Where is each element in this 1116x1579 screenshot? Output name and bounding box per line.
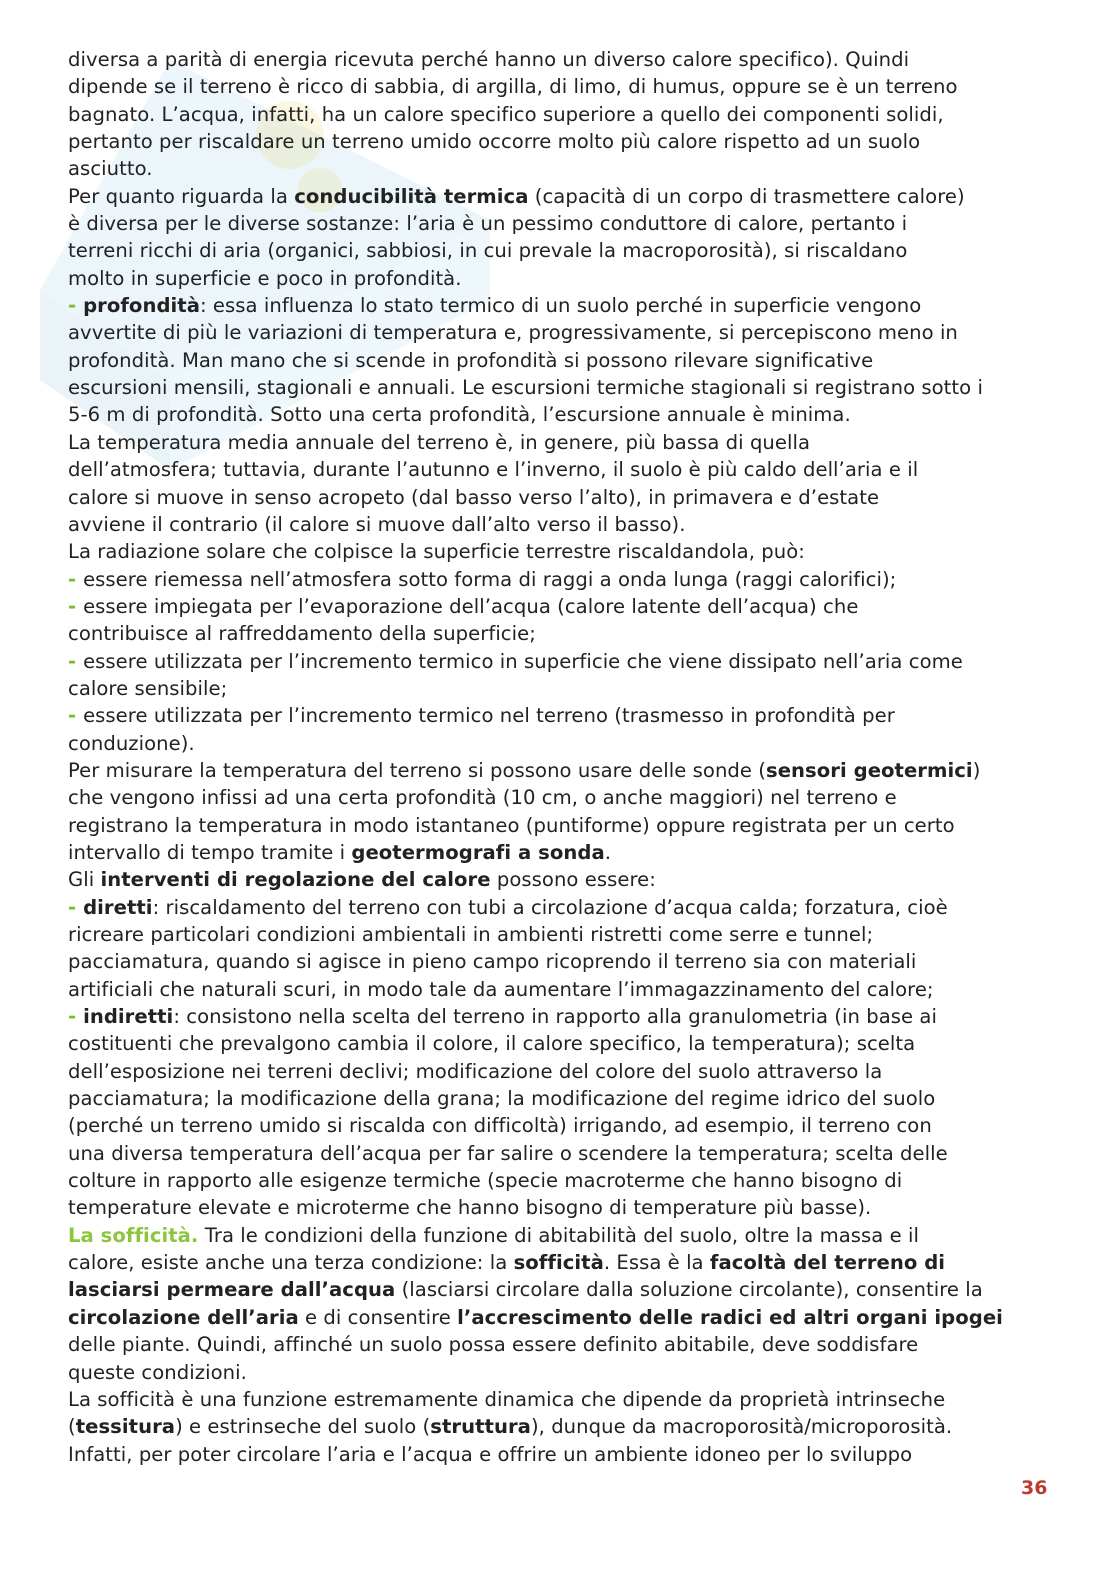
bold-term: interventi di regolazione del calore [100,868,491,892]
text-run: Infatti, per poter circolare l’aria e l’acqua e offrire un ambiente idoneo per lo sviluppo [68,1442,913,1466]
list-dash: - [68,567,84,591]
text-run: pacciamatura; la modificazione della grana; la modificazione del regime idrico del suolo [68,1087,936,1111]
text-run: possono essere: [490,868,656,892]
text-line [68,702,1048,729]
text-run: costituenti che prevalgono cambia il colore, il calore specifico, la temperatura); scelta [68,1032,916,1056]
text-line [68,1030,1048,1057]
bold-term: indiretti [83,1005,174,1029]
text-run: profondità. Man mano che si scende in profondità si possono rilevare significative [68,348,874,372]
text-line [68,866,1048,893]
text-line [68,101,1048,128]
text-run: (perché un terreno umido si riscalda con difficoltà) irrigando, ad esempio, il terreno con [68,1114,932,1138]
text-line [68,46,1048,73]
bold-term: lasciarsi permeare dall’acqua [68,1278,396,1302]
text-run: essere impiegata per l’evaporazione dell’acqua (calore latente dell’acqua) che [83,594,859,618]
page-number: 36 [1021,1477,1048,1499]
text-line [68,1222,1048,1249]
text-run: temperature elevate e microterme che hanno bisogno di temperature più basse). [68,1196,872,1220]
text-run: (lasciarsi circolare dalla soluzione circolante), consentire la [395,1278,983,1302]
text-run: una diversa temperatura dell’acqua per far salire o scendere la temperatura; scelta delle [68,1141,948,1165]
text-line [68,1058,1048,1085]
text-line [68,265,1048,292]
text-line [68,73,1048,100]
text-run: queste condizioni. [68,1360,247,1384]
text-run: artificiali che naturali scuri, in modo tale da aumentare l’immagazzinamento del calore; [68,977,934,1001]
text-line [68,511,1048,538]
text-line [68,1413,1048,1440]
text-run: essere utilizzata per l’incremento termico nel terreno (trasmesso in profondità per [83,704,895,728]
bold-term: circolazione dell’aria [68,1305,299,1329]
text-run: bagnato. L’acqua, infatti, ha un calore specifico superiore a quello dei componenti solidi, [68,102,944,126]
text-run: colture in rapporto alle esigenze termiche (specie macroterme che hanno bisogno di [68,1169,903,1193]
list-dash: - [68,1005,84,1029]
text-run: Per quanto riguarda la [68,184,295,208]
text-run: : consistono nella scelta del terreno in rapporto alla granulometria (in base ai [173,1005,937,1029]
list-dash: - [68,895,84,919]
bold-term: l’accrescimento delle radici ed altri organi ipogei [457,1305,1003,1329]
text-line [68,921,1048,948]
text-line [68,1085,1048,1112]
text-run: . Essa è la [603,1251,710,1275]
text-run: è diversa per le diverse sostanze: l’aria è un pessimo conduttore di calore, pertanto i [68,212,908,236]
text-line [68,401,1048,428]
text-run: ricreare particolari condizioni ambientali in ambienti ristretti come serre e tunnel; [68,923,874,946]
bold-term: sofficità [513,1251,604,1275]
text-line [68,648,1048,675]
text-line [68,538,1048,565]
text-run: pacciamatura, quando si agisce in pieno campo ricoprendo il terreno sia con materiali [68,950,917,974]
bold-term: diretti [83,895,153,919]
text-line [68,1304,1048,1331]
text-line [68,1194,1048,1221]
text-line [68,319,1048,346]
text-run: dell’esposizione nei terreni declivi; modificazione del colore del suolo attraverso la [68,1059,883,1083]
text-run: avviene il contrario (il calore si muove dall’alto verso il basso). [68,512,686,536]
bold-term: struttura [430,1415,531,1439]
text-line [68,1331,1048,1358]
text-line [68,894,1048,921]
text-run: Gli [68,868,101,892]
text-run: diversa a parità di energia ricevuta perché hanno un diverso calore specifico). Quindi [68,48,910,71]
bold-term: sensori geotermici [766,758,973,782]
bold-term: conducibilità termica [294,184,529,208]
text-line [68,593,1048,620]
text-line [68,429,1048,456]
text-run: Per misurare la temperatura del terreno si possono usare delle sonde ( [68,758,766,782]
list-dash: - [68,594,84,618]
text-line [68,183,1048,210]
body-text [68,46,1048,1468]
text-line [68,1276,1048,1303]
text-line [68,620,1048,647]
text-line [68,155,1048,182]
text-line [68,1386,1048,1413]
text-run: ( [68,1415,76,1439]
text-run: intervallo di tempo tramite i [68,840,352,864]
text-run: e di consentire [298,1305,458,1329]
text-run: : essa influenza lo stato termico di un suolo perché in superficie vengono [199,294,922,318]
list-dash: - [68,294,84,318]
text-run: essere riemessa nell’atmosfera sotto forma di raggi a onda lunga (raggi calorifici); [83,567,897,591]
text-run: conduzione). [68,731,195,755]
text-line [68,1359,1048,1386]
text-run: terreni ricchi di aria (organici, sabbiosi, in cui prevale la macroporosità), si riscaldano [68,239,908,263]
text-line [68,1112,1048,1139]
text-run: La radiazione solare che colpisce la superficie terrestre riscaldandola, può: [68,540,805,564]
list-dash: - [68,649,84,673]
text-line [68,347,1048,374]
text-line [68,484,1048,511]
text-run: che vengono infissi ad una certa profondità (10 cm, o anche maggiori) nel terreno e [68,786,897,810]
text-run: dell’atmosfera; tuttavia, durante l’autunno e l’inverno, il suolo è più caldo dell’aria e il [68,458,919,482]
text-run: La sofficità è una funzione estremamente dinamica che dipende da proprietà intrinseche [68,1387,946,1411]
text-run: delle piante. Quindi, affinché un suolo possa essere definito abitabile, deve soddisfare [68,1333,919,1357]
text-run: avvertite di più le variazioni di temperatura e, progressivamente, si percepiscono meno in [68,321,958,345]
text-run: asciutto. [68,157,153,181]
text-line [68,812,1048,839]
text-run: La temperatura media annuale del terreno è, in genere, più bassa di quella [68,430,811,454]
text-run: contribuisce al raffreddamento della superficie; [68,622,536,646]
text-line [68,1249,1048,1276]
text-line [68,210,1048,237]
text-line [68,1003,1048,1030]
text-line [68,1441,1048,1468]
text-run: : riscaldamento del terreno con tubi a circolazione d’acqua calda; forzatura, cioè [152,895,948,919]
text-line [68,292,1048,319]
text-run: escursioni mensili, stagionali e annuali. Le escursioni termiche stagionali si registrano sotto i [68,376,983,400]
text-run: dipende se il terreno è ricco di sabbia, di argilla, di limo, di humus, oppure se è un terreno [68,75,958,99]
text-run: (capacità di un corpo di trasmettere calore) [528,184,965,208]
text-run: ), dunque da macroporosità/microporosità. [530,1415,953,1439]
text-run: calore, esiste anche una terza condizione: la [68,1251,514,1275]
text-line [68,128,1048,155]
text-line [68,566,1048,593]
text-run: ) e estrinseche del suolo ( [175,1415,431,1439]
list-dash: - [68,704,84,728]
text-line [68,1167,1048,1194]
section-heading: La sofficità. [68,1223,199,1247]
text-line [68,374,1048,401]
text-line [68,675,1048,702]
text-line [68,784,1048,811]
bold-term: facoltà del terreno di [709,1251,946,1275]
text-line [68,976,1048,1003]
text-run: calore sensibile; [68,676,228,700]
bold-term: geotermografi a sonda [351,840,605,864]
text-line [68,237,1048,264]
text-line [68,1140,1048,1167]
text-run: pertanto per riscaldare un terreno umido occorre molto più calore rispetto ad un suolo [68,130,921,154]
text-line [68,839,1048,866]
text-run: ) [972,758,981,782]
text-run: molto in superficie e poco in profondità. [68,266,462,290]
text-line [68,948,1048,975]
text-run: registrano la temperatura in modo istantaneo (puntiforme) oppure registrata per un certo [68,813,955,837]
bold-term: tessitura [75,1415,176,1439]
text-run: Tra le condizioni della funzione di abitabilità del suolo, oltre la massa e il [198,1223,920,1247]
text-line [68,757,1048,784]
text-line [68,456,1048,483]
text-run: 5-6 m di profondità. Sotto una certa profondità, l’escursione annuale è minima. [68,403,851,427]
text-run: calore si muove in senso acropeto (dal basso verso l’alto), in primavera e d’estate [68,485,880,509]
bold-term: profondità [83,294,200,318]
text-run: essere utilizzata per l’incremento termico in superficie che viene dissipato nell’aria come [83,649,963,673]
text-line [68,730,1048,757]
text-run: . [604,840,612,864]
